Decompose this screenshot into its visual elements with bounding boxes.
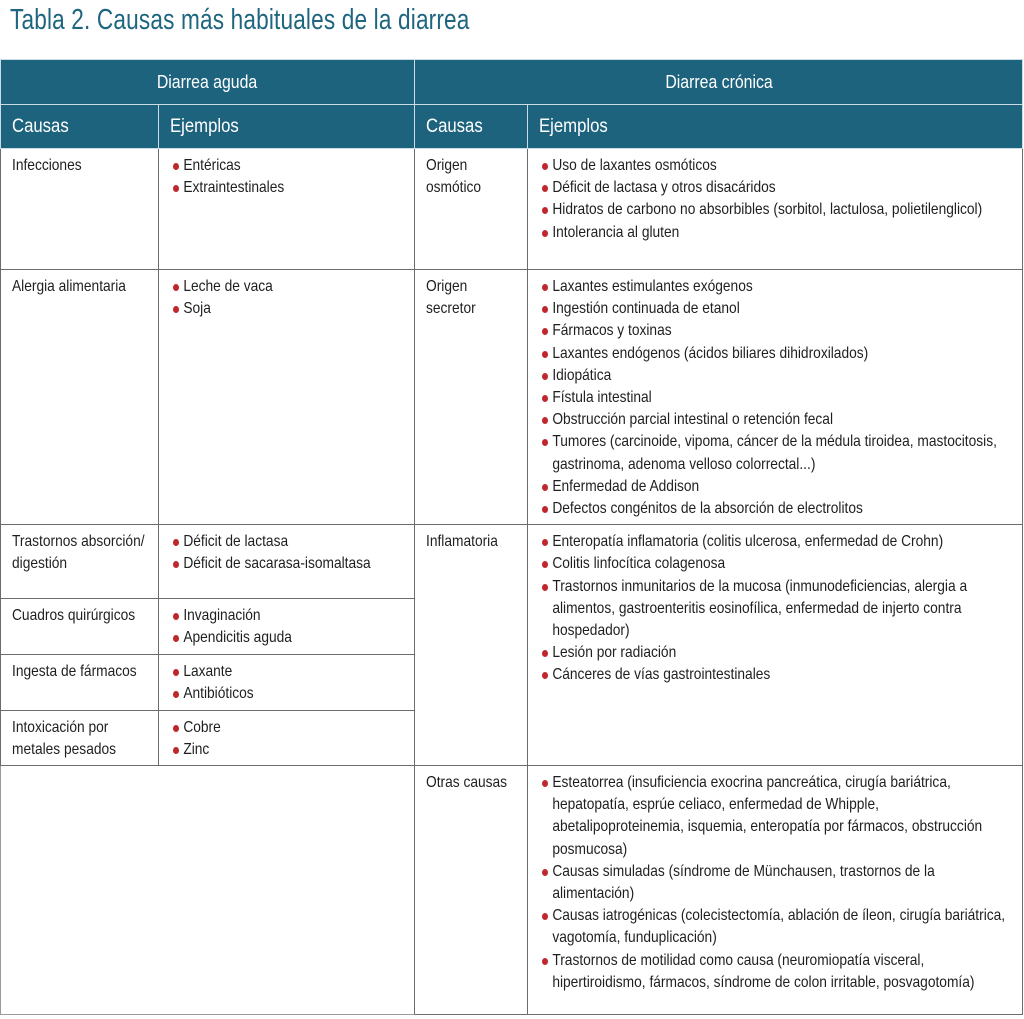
aguda-cause-cell: Infecciones <box>1 149 159 270</box>
table-row <box>1 525 1023 599</box>
list-item <box>542 664 1013 686</box>
header-aguda-causas: Causas <box>1 105 159 149</box>
list-item <box>542 387 1013 409</box>
list-item-text: Cobre <box>183 718 221 736</box>
list-item-text: Tumores (carcinoide, vipoma, cáncer de la médula tiroidea, mastocitosis, gastrinoma, adenoma velloso colorrectal...) <box>552 433 997 473</box>
header-diarrea-aguda: Diarrea aguda <box>1 60 415 105</box>
list-item <box>173 717 405 739</box>
list-item <box>173 155 405 177</box>
list-item <box>542 343 1013 365</box>
examples-list <box>173 661 405 705</box>
list-item-text: Antibióticos <box>183 684 254 702</box>
bullet-icon <box>542 284 548 291</box>
list-item <box>542 905 1013 949</box>
bullet-icon <box>542 506 548 513</box>
list-item-text: Ingestión continuada de etanol <box>552 300 740 318</box>
examples-list <box>173 155 405 199</box>
table-row <box>1 766 1023 1015</box>
aguda-examples-cell <box>159 525 415 599</box>
list-item-text: Laxantes estimulantes exógenos <box>552 278 753 295</box>
bullet-icon <box>173 635 179 642</box>
list-item-text: Defectos congénitos de la absorción de electrolitos <box>552 500 863 518</box>
bullet-icon <box>542 328 548 335</box>
cronica-cause-cell: Origen secretor <box>415 270 528 525</box>
cronica-examples-cell <box>528 149 1023 270</box>
aguda-examples-cell <box>159 270 415 525</box>
list-item-text: Causas simuladas (síndrome de Münchausen, trastornos de la alimentación) <box>552 862 935 903</box>
list-item-text: Entéricas <box>183 157 241 174</box>
list-item-text: Enfermedad de Addison <box>552 477 700 495</box>
list-item-text: Déficit de lactasa y otros disacáridos <box>552 179 776 197</box>
bullet-icon <box>542 373 548 380</box>
examples-list <box>173 605 405 649</box>
bullet-icon <box>542 207 548 214</box>
cronica-cause-cell: Origen osmótico <box>415 149 528 270</box>
list-item-text: Obstrucción parcial intestinal o retención fecal <box>552 411 834 429</box>
list-item-text: Colitis linfocítica colagenosa <box>552 555 726 573</box>
list-item <box>173 553 405 575</box>
list-item <box>173 739 405 761</box>
list-item <box>542 950 1013 994</box>
list-item-text: Esteatorrea (insuficiencia exocrina pancreática, cirugía bariátrica, hepatopatía, esprúe celiaco, enfermedad de Whipple, abetalipoproteinemia, isquemia, enteropatía por fármacos, obstrucción posmucosa) <box>552 774 983 858</box>
header-aguda-ejemplos: Ejemplos <box>159 105 415 149</box>
aguda-cause-cell: Intoxicación por metales pesados <box>1 710 159 765</box>
header-cronica-ejemplos: Ejemplos <box>528 105 1023 149</box>
list-item <box>173 661 405 683</box>
list-item-text: Invaginación <box>183 607 261 625</box>
bullet-icon <box>542 913 548 920</box>
list-item-text: Zinc <box>183 740 210 758</box>
aguda-examples-cell <box>159 599 415 654</box>
list-item-text: Trastornos inmunitarios de la mucosa (inmunodeficiencias, alergia a alimentos, gastroenteritis eosinofílica, enfermedad de injerto contra hospedador) <box>552 577 968 640</box>
causes-table <box>0 59 1023 1015</box>
bullet-icon <box>542 584 548 591</box>
aguda-examples-cell <box>159 654 415 710</box>
list-item-text: Uso de laxantes osmóticos <box>552 157 717 174</box>
list-item-text: Laxante <box>183 662 233 680</box>
list-item <box>542 553 1013 575</box>
list-item-text: Déficit de sacarasa-isomaltasa <box>183 555 371 573</box>
list-item-text: Enteropatía inflamatoria (colitis ulcerosa, enfermedad de Crohn) <box>552 533 944 551</box>
list-item <box>542 431 1013 475</box>
list-item-text: Intolerancia al gluten <box>552 223 680 241</box>
bullet-icon <box>542 672 548 679</box>
list-item <box>542 199 1013 221</box>
aguda-examples-cell <box>159 149 415 270</box>
bullet-icon <box>173 691 179 698</box>
list-item <box>542 861 1013 905</box>
list-item-text: Causas iatrogénicas (colecistectomía, ablación de íleon, cirugía bariátrica, vagotomía, funduplicación) <box>552 907 1006 947</box>
cronica-cause-cell: Otras causas <box>415 766 528 1015</box>
bullet-icon <box>542 351 548 358</box>
bullet-icon <box>542 561 548 568</box>
aguda-cause-cell: Trastornos absorción/ digestión <box>1 525 159 599</box>
list-item <box>173 298 405 320</box>
list-item-text: Apendicitis aguda <box>183 629 292 647</box>
cronica-cause-cell: Inflamatoria <box>415 525 528 766</box>
bullet-icon <box>542 439 548 446</box>
table-title: Tabla 2. Causas más habituales de la diarrea <box>10 4 470 36</box>
list-item-text: Laxantes endógenos (ácidos biliares dihidroxilados) <box>552 344 869 362</box>
bullet-icon <box>173 306 179 313</box>
bullet-icon <box>542 395 548 402</box>
list-item-text: Idiopática <box>552 366 612 384</box>
bullet-icon <box>173 185 179 192</box>
list-item <box>542 476 1013 498</box>
examples-list <box>542 772 1013 994</box>
bullet-icon <box>173 669 179 676</box>
bullet-icon <box>173 163 179 170</box>
list-item-text: Fístula intestinal <box>552 389 652 407</box>
list-item <box>173 177 405 199</box>
list-item-text: Cánceres de vías gastrointestinales <box>552 666 771 684</box>
list-item <box>542 576 1013 643</box>
examples-list <box>542 276 1013 520</box>
list-item <box>173 531 405 553</box>
aguda-cause-cell: Ingesta de fármacos <box>1 654 159 710</box>
examples-list <box>173 276 405 320</box>
bullet-icon <box>173 284 179 291</box>
bullet-icon <box>173 613 179 620</box>
aguda-cause-cell: Alergia alimentaria <box>1 270 159 525</box>
empty-cell <box>1 766 415 1015</box>
bullet-icon <box>173 561 179 568</box>
list-item <box>542 498 1013 520</box>
list-item-text: Déficit de lactasa <box>183 533 289 551</box>
bullet-icon <box>542 958 548 965</box>
list-item-text: Lesión por radiación <box>552 644 677 662</box>
examples-list <box>542 531 1013 686</box>
list-item <box>542 365 1013 387</box>
list-item-text: Extraintestinales <box>183 179 285 197</box>
list-item-text: Hidratos de carbono no absorbibles (sorbitol, lactulosa, polietilenglicol) <box>552 201 983 219</box>
list-item <box>173 605 405 627</box>
list-item <box>173 683 405 705</box>
list-item <box>542 409 1013 431</box>
aguda-examples-cell <box>159 710 415 765</box>
list-item <box>173 276 405 298</box>
list-item <box>542 222 1013 244</box>
bullet-icon <box>542 163 548 170</box>
list-item <box>542 276 1013 298</box>
bullet-icon <box>542 780 548 787</box>
bullet-icon <box>173 539 179 546</box>
bullet-icon <box>542 650 548 657</box>
bullet-icon <box>542 306 548 313</box>
examples-list <box>542 155 1013 244</box>
list-item <box>542 155 1013 177</box>
bullet-icon <box>542 230 548 237</box>
list-item <box>542 177 1013 199</box>
bullet-icon <box>173 747 179 754</box>
cronica-examples-cell <box>528 270 1023 525</box>
list-item <box>542 531 1013 553</box>
examples-list <box>173 717 405 761</box>
list-item <box>542 772 1013 861</box>
list-item <box>173 627 405 649</box>
header-cronica-causas: Causas <box>415 105 528 149</box>
list-item <box>542 298 1013 320</box>
table-row <box>1 270 1023 525</box>
bullet-icon <box>542 185 548 192</box>
examples-list <box>173 531 405 575</box>
bullet-icon <box>542 484 548 491</box>
bullet-icon <box>542 417 548 424</box>
list-item <box>542 642 1013 664</box>
bullet-icon <box>542 869 548 876</box>
table-row <box>1 149 1023 270</box>
bullet-icon <box>542 539 548 546</box>
cronica-examples-cell <box>528 525 1023 766</box>
header-diarrea-cronica: Diarrea crónica <box>415 60 1023 105</box>
list-item-text: Soja <box>183 300 211 318</box>
list-item <box>542 320 1013 342</box>
cronica-examples-cell <box>528 766 1023 1015</box>
list-item-text: Leche de vaca <box>183 278 273 295</box>
list-item-text: Trastornos de motilidad como causa (neuromiopatía visceral, hipertiroidismo, fármacos, síndrome de colon irritable, posvagotomía) <box>552 951 975 991</box>
list-item-text: Fármacos y toxinas <box>552 322 672 340</box>
bullet-icon <box>173 725 179 732</box>
aguda-cause-cell: Cuadros quirúrgicos <box>1 599 159 654</box>
